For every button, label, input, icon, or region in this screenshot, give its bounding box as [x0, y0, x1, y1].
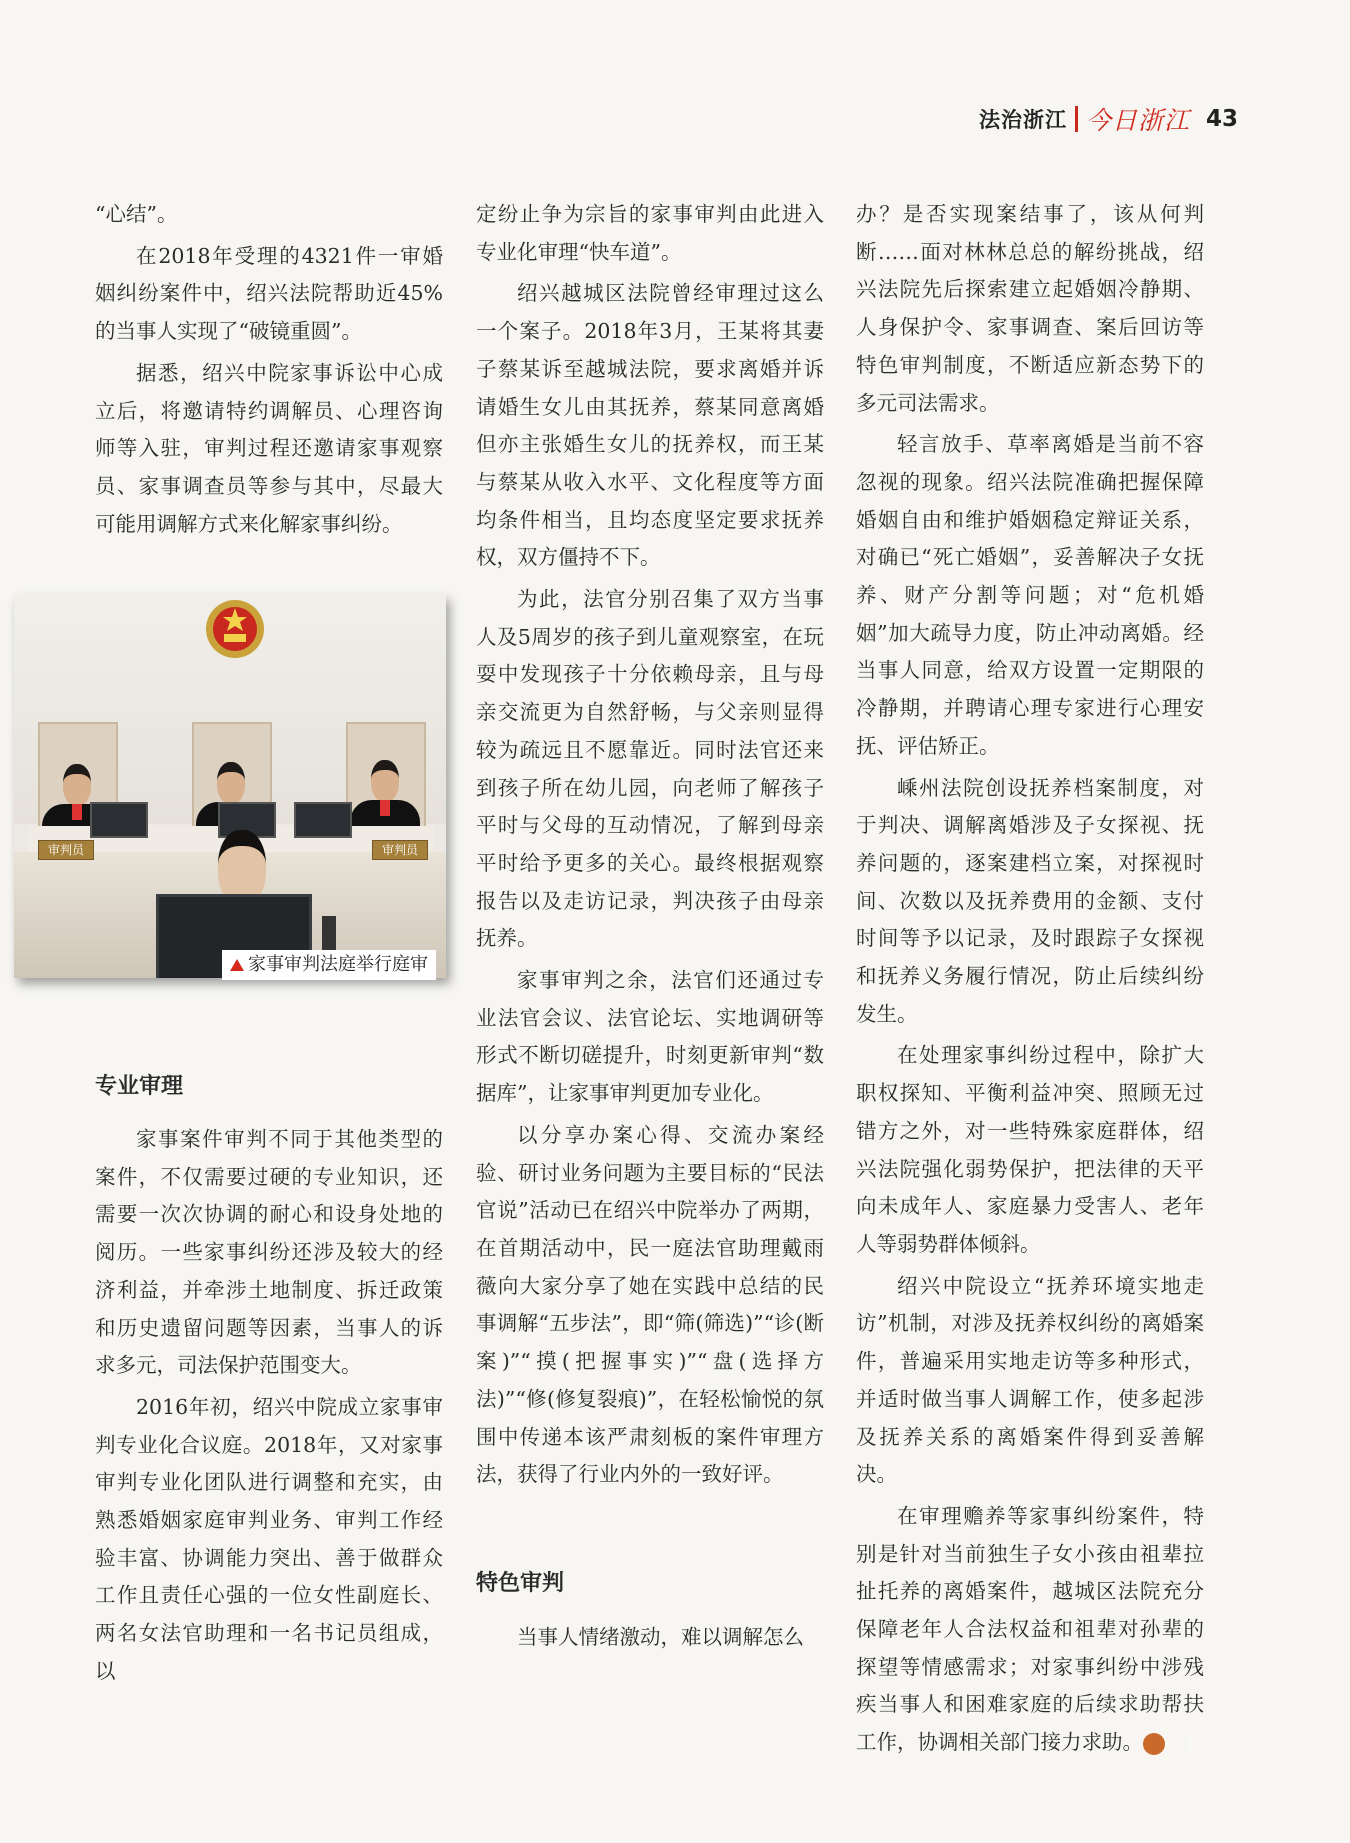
paragraph: 办？是否实现案结事了，该从何判断……面对林林总总的解纷挑战，绍兴法院先后探索建立起婚姻冷静期、人身保护令、家事调查、案后回访等特色审判制度，不断适应新态势下的多元司法需求。	[856, 202, 1204, 415]
courtroom-photo	[14, 594, 446, 978]
magazine-logo: 今日浙江	[1085, 106, 1190, 135]
paragraph: 家事审判之余，法官们还通过专业法官会议、法官论坛、实地调研等形式不断切磋提升，时刻更新审判“数据库”，让家事审判更加专业化。	[476, 968, 824, 1106]
paragraph: 嵊州法院创设抚养档案制度，对于判决、调解离婚涉及子女探视、抚养问题的，逐案建档立案，对探视时间、次数以及抚养费用的金额、支付时间等予以记录，及时跟踪子女探视和抚养义务履行情况，防止后续纠纷发生。	[856, 775, 1204, 1026]
column-1-bottom	[95, 1121, 443, 1695]
triangle-icon	[230, 959, 244, 971]
photo-caption: 家事审判法庭举行庭审	[222, 950, 436, 980]
paragraph: 在处理家事纠纷过程中，除扩大职权探知、平衡利益冲突、照顾无过错方之外，对一些特殊家庭群体，绍兴法院强化弱势保护，把法律的天平向未成年人、家庭暴力受害人、老年人等弱势群体倾斜。	[856, 1043, 1204, 1256]
last-paragraph: 在审理赡养等家事纠纷案件，特别是针对当前独生子女小孩由祖辈拉扯托养的离婚案件，越城区法院充分保障老年人合法权益和祖辈对孙辈的探望等情感需求；对家事纠纷中涉残疾当事人和困难家庭的后续求助帮扶工作，协调相关部门接力求助。 今	[856, 1503, 1204, 1755]
paragraph: 轻言放手、草率离婚是当前不容忽视的现象。绍兴法院准确把握保障婚姻自由和维护婚姻稳定辩证关系，对确已“死亡婚姻”，妥善解决子女抚养、财产分割等问题；对“危机婚姻”加大疏导力度，防止冲动离婚。经当事人同意，给双方设置一定期限的冷静期，并聘请心理专家进行心理安抚、评估矫正。	[856, 432, 1204, 758]
section-heading: 专业审理	[95, 1074, 184, 1099]
paragraph: 以分享办案心得、交流办案经验、研讨业务问题为主要目标的“民法官说”活动已在绍兴中院举办了两期，在首期活动中，民一庭法官助理戴雨薇向大家分享了她在实践中总结的民事调解“五步法”，即“筛(筛选)”“诊(断案)”“摸(把握事实)”“盘(选择方法)”“修(修复裂痕)”，在轻松愉悦的氛围中传递本该严肃刻板的案件审理方法，获得了行业内外的一致好评。	[476, 1122, 824, 1487]
paragraph: 2016年初，绍兴中院成立家事审判专业化合议庭。2018年，又对家事审判专业化团队进行调整和充实，由熟悉婚姻家庭审判业务、审判工作经验丰富、协调能力突出、善于做群众工作且责任心强的一位女性副庭长、两名女法官助理和一名书记员组成，以	[95, 1394, 443, 1683]
paragraph: 定纷止争为宗旨的家事审判由此进入专业化审理“快车道”。	[476, 202, 824, 264]
paragraph: 在2018年受理的4321件一审婚姻纠纷案件中，绍兴法院帮助近45%的当事人实现了“破镜重圆”。	[95, 243, 443, 344]
paragraph: 为此，法官分别召集了双方当事人及5周岁的孩子到儿童观察室，在玩耍中发现孩子十分依赖母亲，且与母亲交流更为自然舒畅，与父亲则显得较为疏远且不愿靠近。同时法官还来到孩子所在幼儿园，向老师了解孩子平时与父母的互动情况，了解到母亲平时给予更多的关心。最终根据观察报告以及走访记录，判决孩子由母亲抚养。	[476, 587, 824, 951]
header-divider	[1075, 106, 1078, 132]
nameplate: 审判员	[38, 840, 94, 860]
paragraph: 绍兴中院设立“抚养环境实地走访”机制，对涉及抚养权纠纷的离婚案件，普遍采用实地走访等多种形式，并适时做当事人调解工作，使多起涉及抚养关系的离婚案件得到妥善解决。	[856, 1273, 1204, 1487]
end-mark-icon: 今	[1143, 1733, 1165, 1755]
column-2-tail	[476, 1619, 824, 1661]
page-header	[979, 104, 1238, 134]
column-2	[476, 196, 824, 1498]
page-number: 43	[1205, 106, 1238, 132]
column-1-top	[95, 196, 443, 547]
paragraph: “心结”。	[95, 202, 178, 226]
paragraph: 据悉，绍兴中院家事诉讼中心成立后，将邀请特约调解员、心理咨询师等入驻，审判过程还邀请家事观察员、家事调查员等参与其中，尽最大可能用调解方式来化解家事纠纷。	[95, 360, 443, 536]
paragraph: 家事案件审判不同于其他类型的案件，不仅需要过硬的专业知识，还需要一次次协调的耐心和设身处地的阅历。一些家事纠纷还涉及较大的经济利益，并牵涉土地制度、拆迁政策和历史遗留问题等因素，当事人的诉求多元，司法保护范围变大。	[95, 1127, 443, 1378]
section-title: 法治浙江	[978, 108, 1067, 132]
national-emblem-icon	[204, 598, 266, 660]
paragraph: 绍兴越城区法院曾经审理过这么一个案子。2018年3月，王某将其妻子蔡某诉至越城法院，要求离婚并诉请婚生女儿由其抚养，蔡某同意离婚但亦主张婚生女儿的抚养权，而王某与蔡某从收入水平、文化程度等方面均条件相当，且均态度坚定要求抚养权，双方僵持不下。	[476, 281, 824, 570]
section-heading: 特色审判	[476, 1571, 565, 1596]
nameplate: 审判员	[372, 840, 428, 860]
column-3	[856, 196, 1204, 1766]
paragraph: 当事人情绪激动，难以调解怎么	[517, 1625, 804, 1649]
